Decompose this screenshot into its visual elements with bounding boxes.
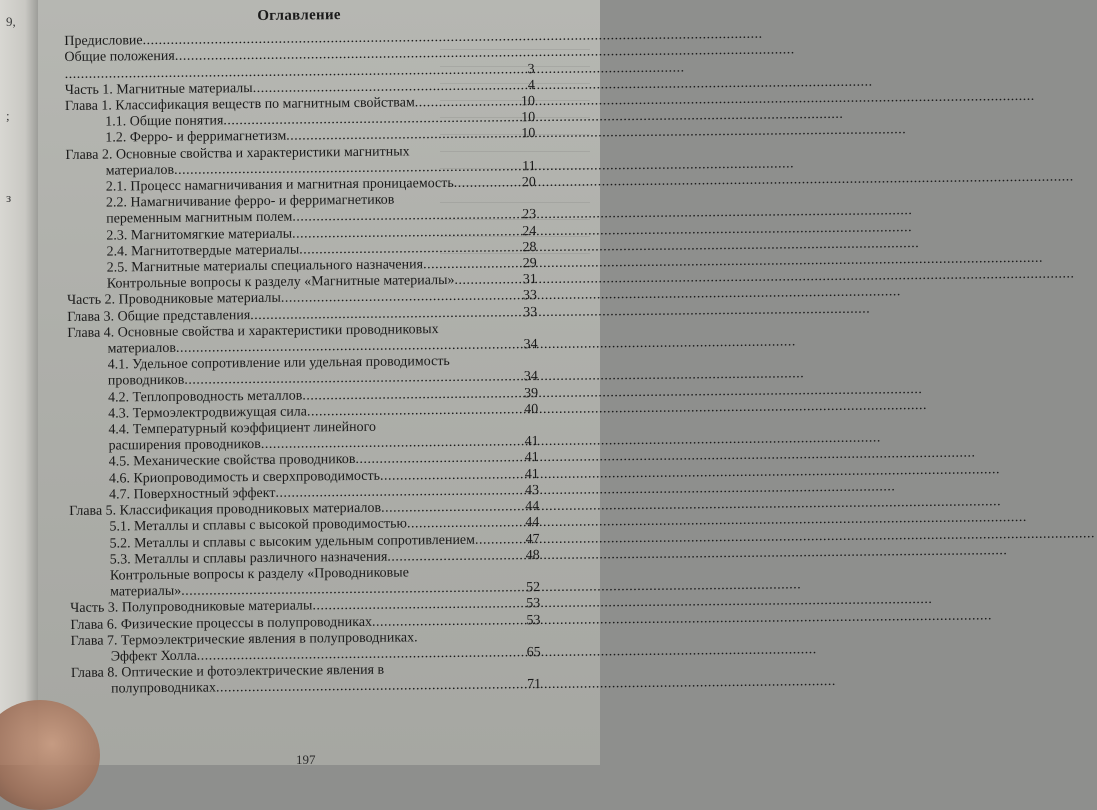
- toc-entry-text: Глава 5. Классификация проводниковых материалов: [69, 501, 381, 520]
- toc-page-number: 43: [524, 483, 539, 499]
- toc-page-number: 52: [525, 580, 540, 596]
- leader-dots: [381, 499, 524, 517]
- page-number: 197: [296, 752, 316, 768]
- toc-page-number: 53: [525, 596, 540, 612]
- toc-page-number: 20: [521, 175, 536, 191]
- toc-entry-text: 2.4. Магнитотвердые материалы: [106, 242, 299, 260]
- toc-page-number: 34: [523, 370, 538, 386]
- toc-entry-text: материалов: [107, 341, 176, 358]
- toc-entry-text: 2.5. Магнитные материалы специального назначения: [107, 257, 424, 277]
- toc-page-number: 44: [524, 499, 539, 515]
- toc-entry-text: расширения проводников: [108, 437, 260, 455]
- toc-page-number: 29: [522, 256, 537, 272]
- toc-page-number: 53: [525, 613, 540, 629]
- table-of-contents: [64, 5, 541, 698]
- toc-entry-text: Часть 1. Магнитные материалы: [65, 81, 253, 99]
- toc-entry-text: проводников: [108, 373, 185, 390]
- leader-dots: [197, 645, 526, 665]
- toc-entry-text: Общие положения: [64, 49, 174, 66]
- left-margin-fragment: 9,: [6, 14, 16, 30]
- toc-page-number: 28: [521, 240, 536, 256]
- toc-entry-text: 5.1. Металлы и сплавы с высокой проводимостью: [109, 517, 407, 536]
- toc-page-number: 41: [524, 451, 539, 467]
- toc-entry-text: Предисловие: [64, 33, 142, 50]
- toc-entry-text: Глава 1. Классификация веществ по магнитным свойствам: [65, 95, 415, 115]
- leader-dots: [454, 272, 522, 289]
- toc-page-number: 41: [523, 434, 538, 450]
- toc-page-number: 3: [527, 62, 535, 78]
- toc-entry-text: Часть 2. Проводниковые материалы: [67, 291, 281, 309]
- toc-entry-text: 4.7. Поверхностный эффект: [109, 486, 276, 504]
- toc-entry-text: 4.2. Теплопроводность металлов: [108, 388, 302, 406]
- leader-dots: [372, 613, 526, 631]
- toc-entry-text: 2.1. Процесс намагничивания и магнитная проницаемость: [106, 176, 454, 196]
- toc-entry-text: 2.2. Намагничивание ферро- и ферримагнетиков: [106, 193, 395, 212]
- left-margin-fragment: з: [6, 190, 11, 206]
- toc-entry-text: 1.1. Общие понятия: [105, 114, 223, 131]
- left-margin-fragment: ;: [6, 108, 10, 124]
- toc-page-number: 33: [522, 305, 537, 321]
- toc-entry-text: 4.5. Механические свойства проводников: [109, 452, 356, 471]
- toc-page-number: 39: [523, 386, 538, 402]
- toc-page-number: 48: [525, 548, 540, 564]
- toc-entry-text: Глава 3. Общие представления: [67, 308, 250, 326]
- toc-entry-text: Контрольные вопросы к разделу «Проводниковые: [110, 565, 409, 584]
- toc-list: [64, 29, 541, 698]
- left-facing-page-edge: [0, 0, 42, 765]
- toc-entry-text: материалы»: [110, 584, 181, 601]
- leader-dots: [407, 516, 525, 533]
- toc-entry-text: Глава 2. Основные свойства и характеристики магнитных: [65, 144, 409, 164]
- toc-page-number: 47: [524, 532, 539, 548]
- leader-dots: [380, 467, 524, 485]
- toc-entry-text: 5.3. Металлы и сплавы различного назначения: [110, 549, 388, 568]
- toc-page-number: 10: [520, 110, 535, 126]
- toc-page-number: 31: [522, 272, 537, 288]
- toc-entry-text: переменным магнитным полем: [106, 210, 292, 228]
- leader-dots: [286, 127, 520, 146]
- leader-dots: [475, 532, 525, 549]
- leader-dots: [415, 94, 520, 111]
- leader-dots: [307, 402, 523, 420]
- toc-entry-text: Глава 6. Физические процессы в полупроводниках: [70, 614, 372, 633]
- toc-entry-text: Часть 3. Полупроводниковые материалы: [70, 599, 312, 618]
- toc-page-number: 10: [520, 126, 535, 142]
- toc-entry-text: Глава 8. Оптические и фотоэлектрические явления в: [71, 663, 384, 682]
- toc-entry-text: 1.2. Ферро- и ферримагнетизм: [105, 129, 286, 147]
- toc-entry-text: 4.4. Температурный коэффициент линейного: [108, 420, 376, 439]
- toc-entry-text: 2.3. Магнитомягкие материалы: [106, 226, 292, 244]
- leader-dots: [454, 175, 521, 192]
- toc-entry-text: 4.1. Удельное сопротивление или удельная проводимость: [108, 354, 450, 374]
- toc-entry-text: Глава 4. Основные свойства и характеристики проводниковых: [67, 322, 438, 342]
- toc-entry-text: Эффект Холла: [111, 649, 197, 666]
- toc-entry-text: 4.6. Криопроводимость и сверхпроводимость: [109, 468, 380, 487]
- toc-page-number: 11: [521, 159, 536, 175]
- toc-page-number: 24: [521, 224, 536, 240]
- leader-dots: [423, 256, 522, 273]
- toc-page-number: 23: [521, 208, 536, 224]
- toc-page-number: 44: [524, 515, 539, 531]
- toc-title: Оглавление: [64, 5, 534, 26]
- toc-page-number: 65: [526, 645, 541, 661]
- toc-entry-text: полупроводниках: [111, 681, 216, 698]
- toc-entry-text: Глава 7. Термоэлектрические явления в полупроводниках.: [71, 630, 418, 650]
- toc-entry-text: Контрольные вопросы к разделу «Магнитные материалы»: [107, 273, 455, 293]
- leader-dots: [250, 305, 522, 324]
- toc-page-number: 41: [524, 467, 539, 483]
- toc-entry-text: 5.2. Металлы и сплавы с высоким удельным сопротивлением: [110, 532, 476, 552]
- toc-page-number: 10: [520, 94, 535, 110]
- toc-page-number: 33: [522, 289, 537, 305]
- leader-dots: [387, 548, 525, 566]
- toc-page-number: 34: [522, 337, 537, 353]
- toc-entry-text: 4.3. Термоэлектродвижущая сила: [108, 404, 307, 422]
- toc-page-number: 40: [523, 402, 538, 418]
- toc-page-number: 4: [527, 78, 535, 94]
- leader-dots: [216, 678, 526, 697]
- toc-entry-text: материалов: [106, 163, 175, 180]
- leader-dots: [355, 451, 523, 469]
- toc-page-number: 71: [526, 677, 541, 693]
